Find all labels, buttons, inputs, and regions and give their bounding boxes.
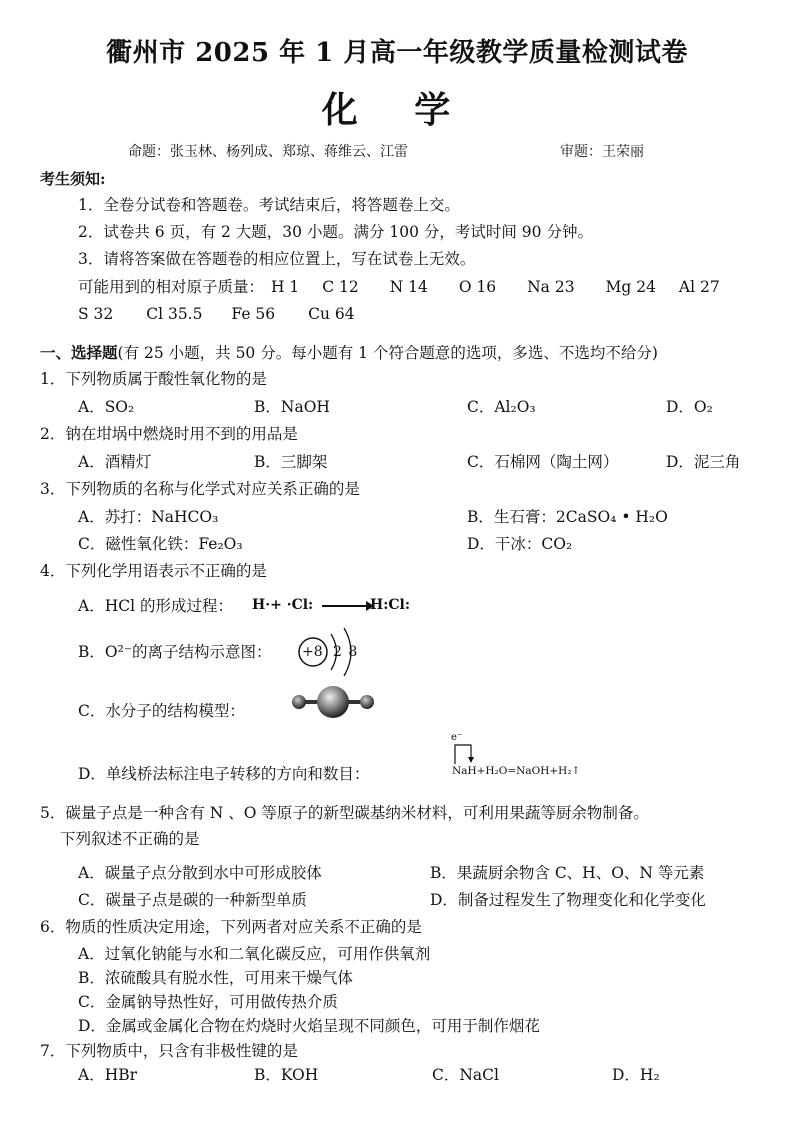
q5-stem-line2: 下列叙述不正确的是 <box>60 830 200 848</box>
atomic-Al: Al 27 <box>678 278 720 296</box>
authors-line: 命题：张玉林、杨列成、郑琼、蒋维云、江雷 <box>128 144 408 160</box>
notice-item-3: 3．请将答案做在答题卷的相应位置上，写在试卷上无效。 <box>78 250 476 268</box>
notice-item-2: 2．试卷共 6 页，有 2 大题，30 小题。满分 100 分，考试时间 90 分钟。 <box>78 223 593 241</box>
atomic-C: C 12 <box>322 278 359 296</box>
q6-option-b: B．浓硫酸具有脱水性，可用来干燥气体 <box>78 969 353 987</box>
water-molecule-model-icon <box>288 680 378 724</box>
q6-option-d: D．金属或金属化合物在灼烧时火焰呈现不同颜色，可用于制作烟花 <box>78 1017 540 1035</box>
electron-label: e⁻ <box>451 732 463 743</box>
ion-shell-electrons: 2 8 <box>333 644 359 660</box>
q5-option-c: C．碳量子点是碳的一种新型单质 <box>78 891 307 909</box>
q2-option-c: C．石棉网（陶土网） <box>467 453 619 471</box>
q6-option-a: A．过氧化钠能与水和二氧化碳反应，可用作供氧剂 <box>78 945 431 963</box>
reaction-arrow-icon <box>320 596 376 616</box>
q7-option-d: D．H₂ <box>612 1066 660 1084</box>
q2-option-b: B．三脚架 <box>254 453 328 471</box>
exam-title: 衢州市 2025 年 1 月高一年级教学质量检测试卷 <box>106 38 688 68</box>
atomic-O: O 16 <box>458 278 497 296</box>
notice-heading: 考生须知: <box>40 170 106 188</box>
q3-stem: 3．下列物质的名称与化学式对应关系正确的是 <box>40 480 360 498</box>
q6-option-c: C．金属钠导热性好，可用做传热介质 <box>78 993 338 1011</box>
q2-option-a: A．酒精灯 <box>78 453 152 471</box>
hcl-formation-left: H·+ ·Cl: <box>252 597 314 613</box>
q3-option-b: B．生石膏：2CaSO₄ • H₂O <box>467 508 668 526</box>
q5-option-d: D．制备过程发生了物理变化和化学变化 <box>430 891 706 909</box>
q1-option-a: A．SO₂ <box>78 398 135 416</box>
subject-title: 化 学 <box>321 89 473 131</box>
atomic-Cl: Cl 35.5 <box>146 305 203 323</box>
atomic-Cu: Cu 64 <box>308 305 355 323</box>
q2-stem: 2．钠在坩埚中燃烧时用不到的用品是 <box>40 425 298 443</box>
q7-option-a: A．HBr <box>78 1066 138 1084</box>
ion-nucleus-charge: +8 <box>302 644 323 660</box>
reviewer-line: 审题：王荣丽 <box>560 144 644 160</box>
atomic-Mg: Mg 24 <box>605 278 656 296</box>
q7-stem: 7．下列物质中，只含有非极性键的是 <box>40 1042 298 1060</box>
atomic-S: S 32 <box>78 305 114 323</box>
electron-transfer-arrow-icon <box>452 742 476 766</box>
notice-item-1: 1．全卷分试卷和答题卷。考试结束后，将答题卷上交。 <box>78 196 460 214</box>
q7-option-b: B．KOH <box>254 1066 319 1084</box>
q3-option-c: C．磁性氧化铁：Fe₂O₃ <box>78 535 243 553</box>
atomic-H: H 1 <box>270 278 300 296</box>
hcl-formation-right: H:Cl: <box>370 597 411 613</box>
q4-option-d: D．单线桥法标注电子转移的方向和数目： <box>78 765 370 783</box>
redox-equation: NaH+H₂O=NaOH+H₂↑ <box>452 765 581 777</box>
q1-option-b: B．NaOH <box>254 398 330 416</box>
atomic-Fe: Fe 56 <box>231 305 276 323</box>
q4-stem: 4．下列化学用语表示不正确的是 <box>40 562 267 580</box>
q4-option-a: A．HCl 的形成过程： <box>78 597 233 615</box>
q5-option-a: A．碳量子点分散到水中可形成胶体 <box>78 864 322 882</box>
q3-option-d: D．干冰：CO₂ <box>467 535 573 553</box>
q5-option-b: B．果蔬厨余物含 C、H、O、N 等元素 <box>430 864 705 882</box>
q7-option-c: C．NaCl <box>432 1066 499 1084</box>
q1-stem: 1．下列物质属于酸性氧化物的是 <box>40 370 267 388</box>
section1-title: 一、选择题 <box>40 343 118 362</box>
q3-option-a: A．苏打：NaHCO₃ <box>78 508 219 526</box>
q5-stem-line1: 5．碳量子点是一种含有 N 、O 等原子的新型碳基纳米材料，可利用果蔬等厨余物制备。 <box>40 804 649 822</box>
q1-option-d: D．O₂ <box>666 398 713 416</box>
atomic-label: 可能用到的相对原子质量： <box>78 278 265 296</box>
atomic-masses-line2 <box>78 307 355 323</box>
q1-option-c: C．Al₂O₃ <box>467 398 536 416</box>
atomic-Na: Na 23 <box>527 278 575 296</box>
q4-option-c: C．水分子的结构模型： <box>78 702 245 720</box>
section1-desc: (有 25 小题，共 50 分。每小题有 1 个符合题意的选项，多选、不选均不给分) <box>117 344 658 362</box>
q6-stem: 6．物质的性质决定用途，下列两者对应关系不正确的是 <box>40 918 422 936</box>
q2-option-d: D．泥三角 <box>666 453 741 471</box>
section1-heading <box>40 345 658 362</box>
atomic-masses-line1 <box>78 280 720 296</box>
q4-option-b: B．O²⁻的离子结构示意图： <box>78 643 272 661</box>
atomic-N: N 14 <box>389 278 428 296</box>
